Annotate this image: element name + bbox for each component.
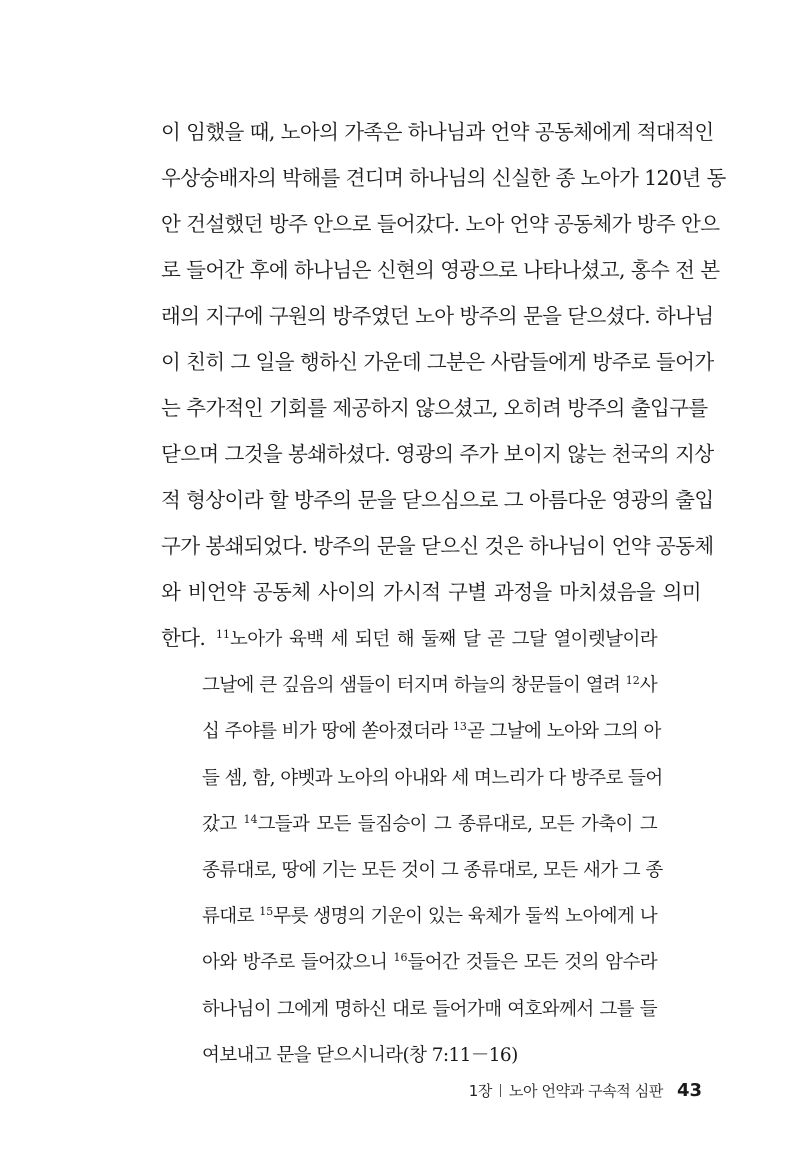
verse-number: 12: [625, 674, 640, 688]
quote-text: 십 주야를 비가 땅에 쏟아졌더라: [202, 721, 453, 743]
body-line: 한다.: [161, 626, 206, 650]
body-line: 적 형상이라 할 방주의 문을 닫으심으로 그 아름다운 영광의 출입: [161, 488, 714, 512]
body-line: 우상숭배자의 박해를 견디며 하나님의 신실한 종 노아가 120년 동: [161, 166, 726, 190]
verse-number: 11: [216, 628, 230, 641]
quote-line: [202, 940, 657, 986]
quote-text: 아와 방주로 들어갔으니: [202, 952, 394, 974]
quote-text: 무릇 생명의 기운이 있는 육체가 둘씩 노아에게 나: [273, 906, 657, 928]
quote-line: [202, 709, 661, 755]
body-line: 이 친히 그 일을 행하신 가운데 그분은 사람들에게 방주로 들어가: [161, 350, 714, 374]
verse-number: 14: [243, 812, 258, 826]
quote-text: 하나님이 그에게 명하신 대로 들어가매 여호와께서 그를 들: [202, 998, 657, 1020]
quote-line: [202, 1033, 657, 1079]
quote-line: [202, 617, 657, 663]
body-line: 로 들어간 후에 하나님은 신현의 영광으로 나타나셨고, 홍수 전 본: [161, 258, 720, 282]
page-number: 43: [676, 1080, 702, 1101]
quote-text: 여보내고 문을 닫으시니라(창 7:11－16): [202, 1044, 518, 1066]
page-footer: [469, 1080, 702, 1101]
quote-text: 들 셈, 함, 야벳과 노아의 아내와 세 며느리가 다 방주로 들어: [202, 767, 663, 789]
quote-text: 들어간 것들은 모든 것의 암수라: [407, 952, 657, 974]
body-paragraph: [161, 109, 726, 661]
body-line: 구가 봉쇄되었다. 방주의 문을 닫으신 것은 하나님이 언약 공동체: [161, 534, 714, 558]
quote-text: 갔고: [202, 813, 244, 835]
quote-text: 류대로: [202, 906, 260, 928]
footer-chapter-title: 노아 언약과 구속적 심판: [508, 1082, 663, 1100]
body-line: 와 비언약 공동체 사이의 가시적 구별 과정을 마치셨음을 의미: [161, 580, 701, 604]
quote-text: 그들과 모든 들짐승이 그 종류대로, 모든 가축이 그: [257, 813, 657, 835]
quote-line: [202, 894, 657, 940]
quote-text: 노아가 육백 세 되던 해 둘째 달 곧 그달 열이렛날이라: [230, 629, 657, 650]
quote-text: 종류대로, 땅에 기는 모든 것이 그 종류대로, 모든 새가 그 종: [202, 859, 663, 881]
quote-line: [202, 848, 663, 894]
verse-number: 15: [259, 905, 274, 919]
quote-text: 곧 그날에 노아와 그의 아: [466, 721, 661, 743]
footer-divider: [500, 1084, 501, 1097]
body-line: 안 건설했던 방주 안으로 들어갔다. 노아 언약 공동체가 방주 안으: [161, 212, 720, 236]
quote-text: 그날에 큰 깊음의 샘들이 터지며 하늘의 창문들이 열려: [202, 675, 626, 697]
body-line: 래의 지구에 구원의 방주였던 노아 방주의 문을 닫으셨다. 하나님: [161, 304, 714, 328]
quote-line: [202, 987, 657, 1033]
scripture-quote: [202, 617, 663, 1079]
footer-chapter: 1장: [468, 1082, 492, 1100]
verse-number: 13: [452, 720, 467, 734]
body-line: 닫으며 그것을 봉쇄하셨다. 영광의 주가 보이지 않는 천국의 지상: [161, 442, 714, 466]
verse-number: 16: [393, 951, 408, 965]
body-line: 는 추가적인 기회를 제공하지 않으셨고, 오히려 방주의 출입구를: [161, 396, 708, 420]
quote-line: [202, 802, 657, 848]
body-line: 이 임했을 때, 노아의 가족은 하나님과 언약 공동체에게 적대적인: [161, 120, 714, 144]
quote-line: [202, 756, 663, 802]
quote-text: 사: [639, 675, 657, 697]
quote-line: [202, 663, 657, 709]
